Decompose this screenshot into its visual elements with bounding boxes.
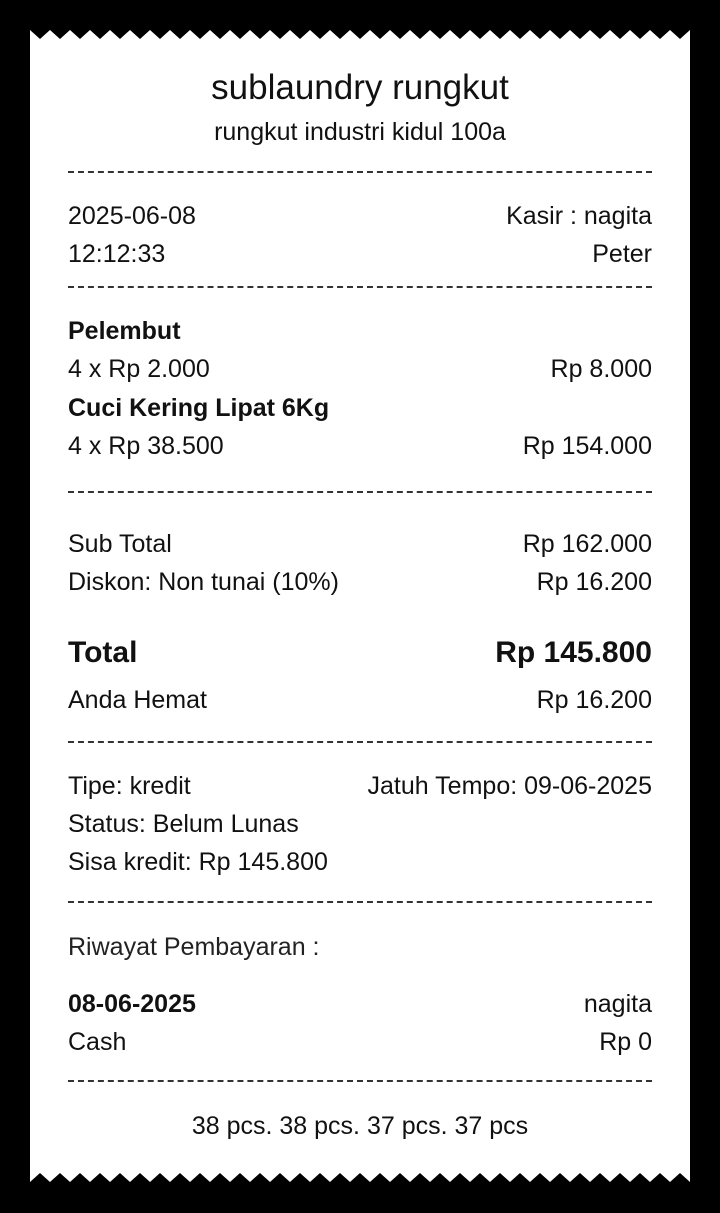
subtotal-row xyxy=(68,532,652,557)
subtotal-value: Rp 162.000 xyxy=(522,530,652,558)
due-date: Jatuh Tempo: 09-06-2025 xyxy=(367,772,652,800)
total-label: Total xyxy=(68,636,138,669)
payment-amount: Rp 0 xyxy=(599,1028,652,1056)
customer-name: Peter xyxy=(592,240,652,268)
discount-row xyxy=(68,570,652,595)
shop-address: rungkut industri kidul 100a xyxy=(214,118,506,146)
transaction-time: 12:12:33 xyxy=(68,240,166,268)
transaction-date: 2025-06-08 xyxy=(68,202,196,230)
item-name: Pelembut xyxy=(68,317,181,345)
item-amount: Rp 8.000 xyxy=(550,355,652,383)
discount-value: Rp 16.200 xyxy=(536,568,652,596)
item-qty-price: 4 x Rp 2.000 xyxy=(68,355,210,383)
zigzag-top-edge xyxy=(30,30,690,44)
divider xyxy=(68,1080,652,1082)
discount-label: Diskon: Non tunai (10%) xyxy=(68,568,339,596)
item-row xyxy=(68,434,652,459)
total-value: Rp 145.800 xyxy=(495,636,652,669)
receipt-footer: 38 pcs. 38 pcs. 37 pcs. 37 pcs xyxy=(191,1112,529,1140)
payment-history-title: Riwayat Pembayaran : xyxy=(68,933,320,961)
payment-method: Cash xyxy=(68,1028,127,1056)
item-amount: Rp 154.000 xyxy=(522,432,652,460)
saving-row xyxy=(68,688,652,713)
divider xyxy=(68,901,652,903)
remaining-row xyxy=(68,850,652,875)
credit-row xyxy=(68,774,652,799)
divider xyxy=(68,286,652,288)
subtotal-label: Sub Total xyxy=(68,530,172,558)
item-name: Cuci Kering Lipat 6Kg xyxy=(68,394,330,422)
remaining-credit: Sisa kredit: Rp 145.800 xyxy=(68,848,328,876)
payment-user: nagita xyxy=(583,990,652,1018)
divider xyxy=(68,741,652,743)
saving-label: Anda Hemat xyxy=(68,686,207,714)
cashier-name: Kasir : nagita xyxy=(506,202,652,230)
payment-entry-header xyxy=(68,992,652,1017)
header-row-2 xyxy=(68,242,652,267)
item-row xyxy=(68,357,652,382)
zigzag-bottom-edge xyxy=(30,1168,690,1182)
total-row xyxy=(68,638,652,668)
divider xyxy=(68,171,652,173)
shop-name: sublaundry rungkut xyxy=(211,68,509,107)
payment-status: Status: Belum Lunas xyxy=(68,810,299,838)
item-qty-price: 4 x Rp 38.500 xyxy=(68,432,224,460)
payment-entry-row xyxy=(68,1030,652,1055)
header-row-1 xyxy=(68,204,652,229)
divider xyxy=(68,491,652,493)
payment-type: Tipe: kredit xyxy=(68,772,191,800)
receipt-paper xyxy=(30,30,690,1182)
saving-value: Rp 16.200 xyxy=(536,686,652,714)
payment-date: 08-06-2025 xyxy=(68,990,196,1018)
status-row xyxy=(68,812,652,837)
